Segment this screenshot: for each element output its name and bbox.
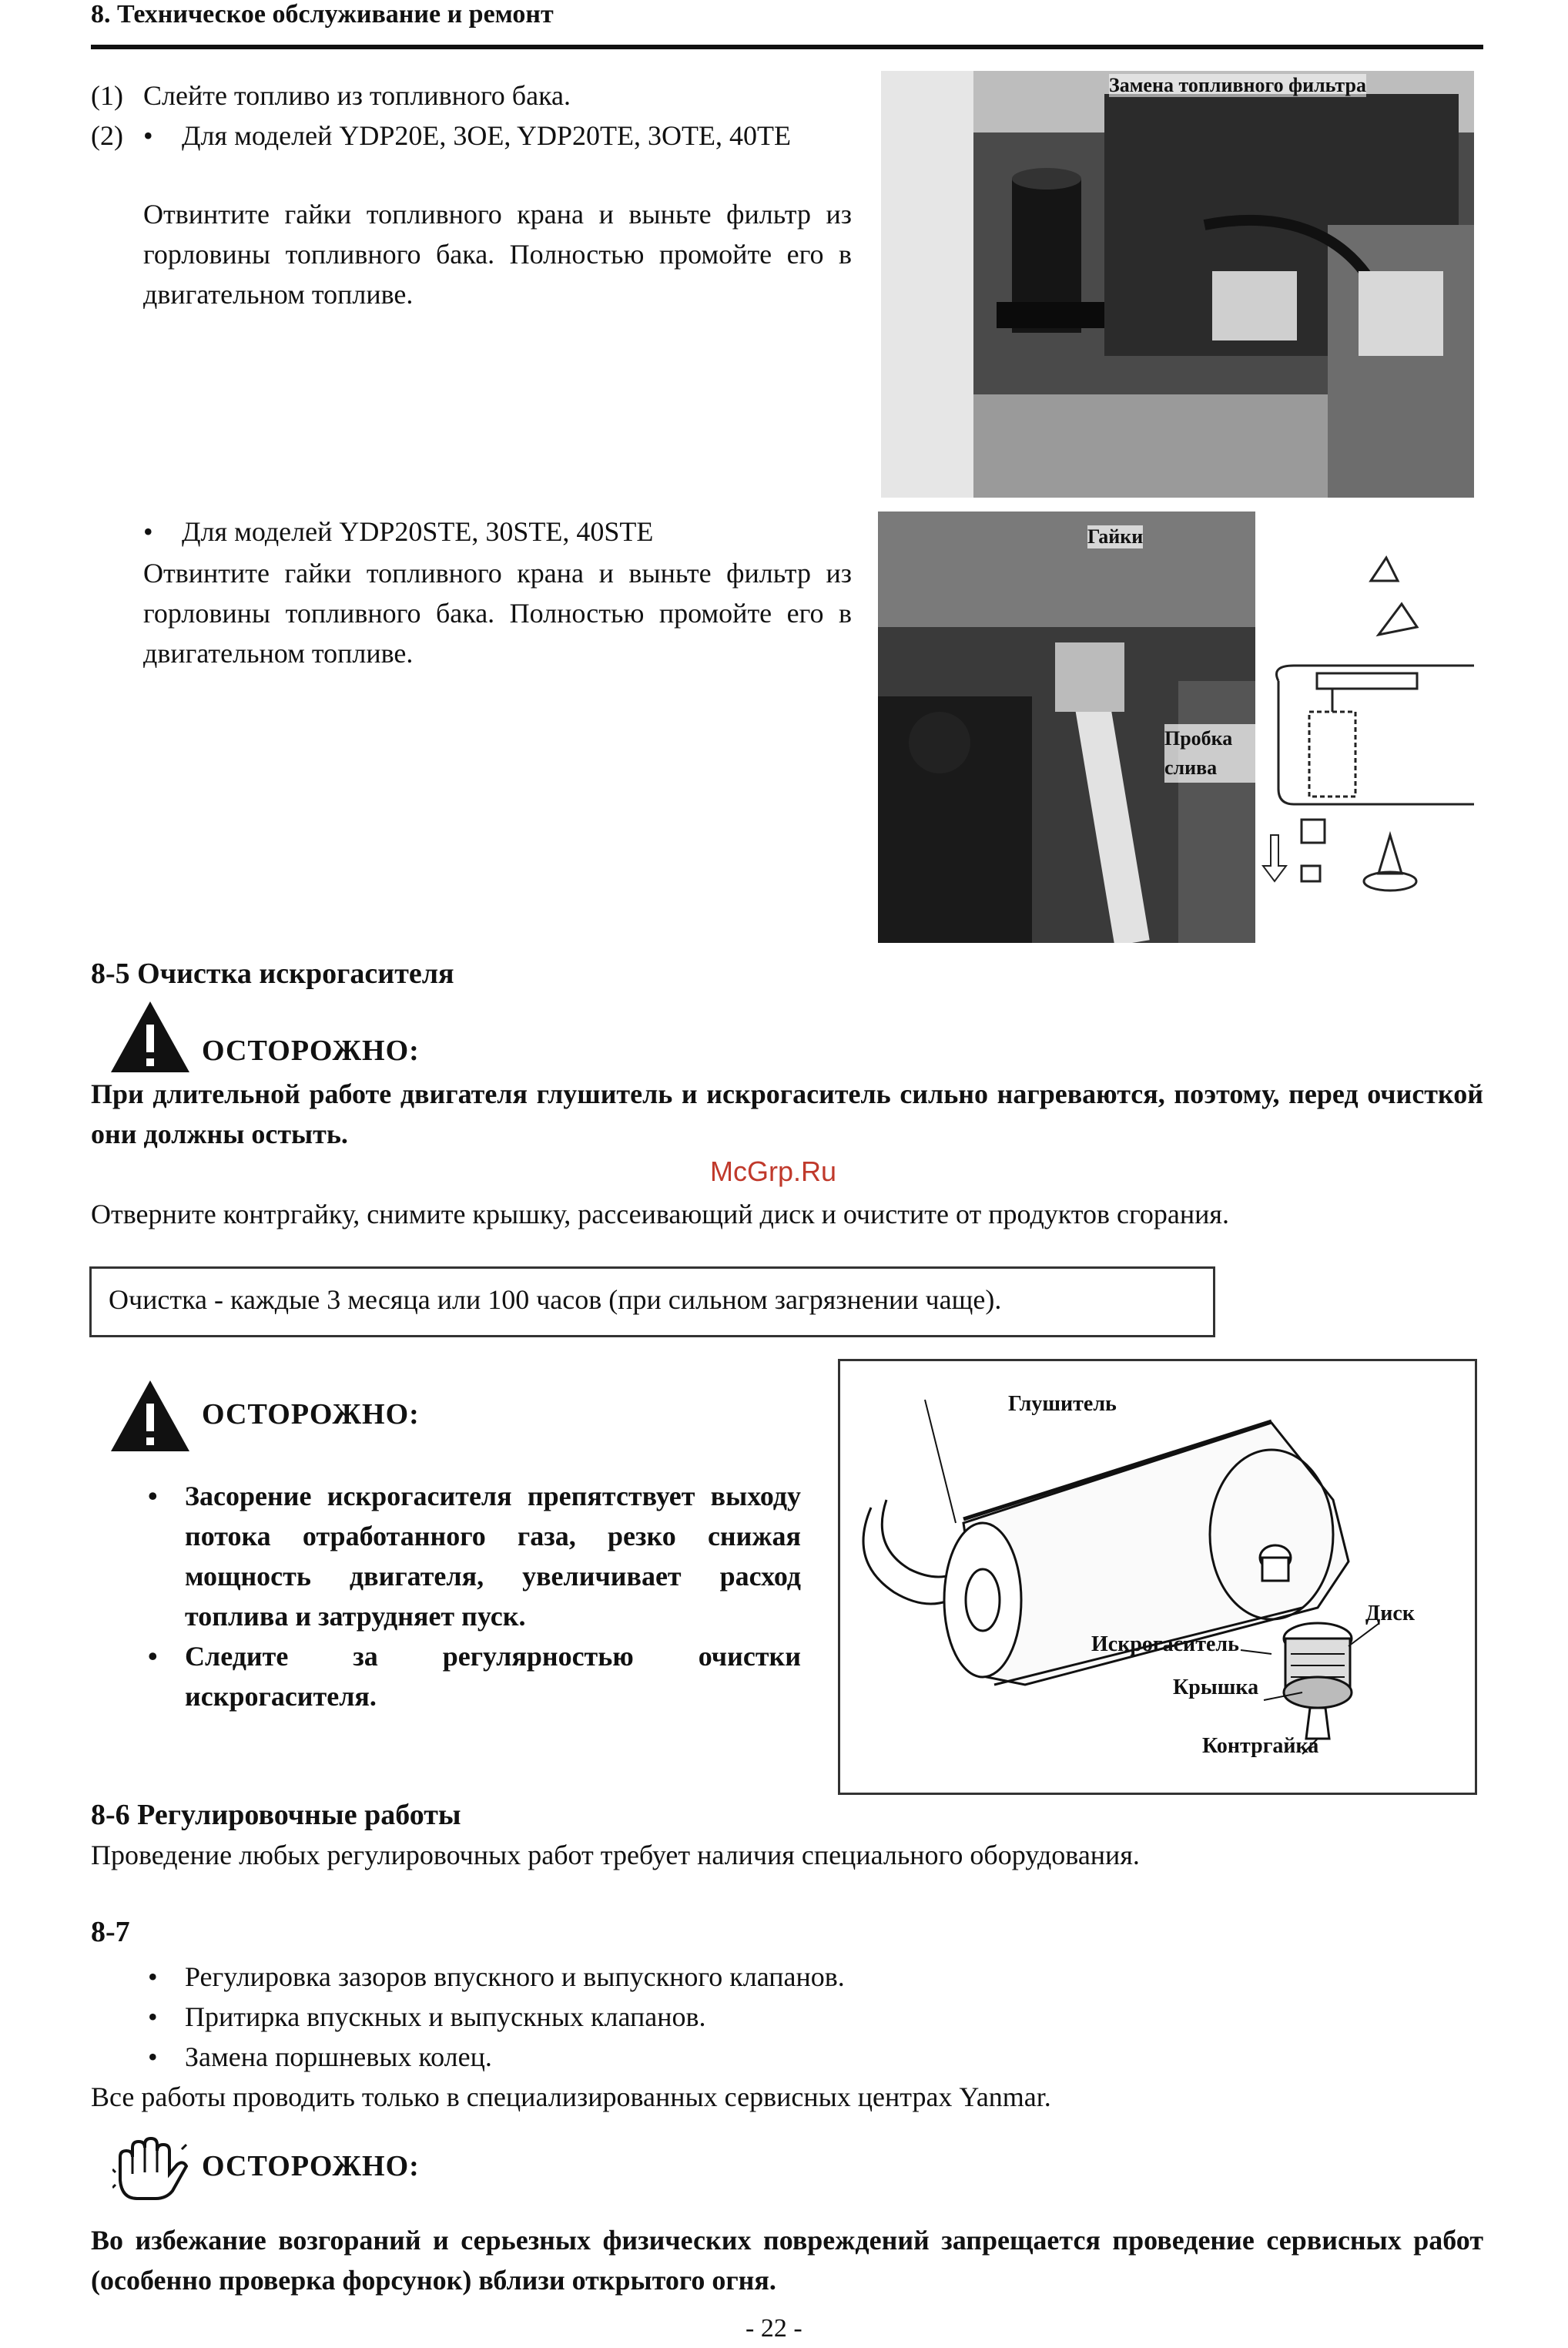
list-item: • Замена поршневых колец. <box>139 2037 1448 2077</box>
page-header-title: 8. Техническое обслуживание и ремонт <box>91 0 554 29</box>
muffler-figure-graphic <box>840 1361 1475 1793</box>
section-8-6-heading: 8-6 Регулировочные работы <box>91 1799 461 1831</box>
photo1-caption: Замена топливного фильтра <box>1109 74 1366 96</box>
photo2-caption-nuts: Гайки <box>1087 525 1144 548</box>
step1-text: Слейте топливо из топливного бака. <box>143 80 571 111</box>
warning-text-1: При длительной работе двигателя глушитель и искрогаситель сильно нагреваются, поэтому, перед очисткой они должны остыть. <box>91 1078 1483 1149</box>
model-a-text: Отвинтите гайки топливного крана и выньте фильтр из горловины топливного бака. Полностью промойте его в двигательном топливе. <box>143 199 852 310</box>
fuel-filter-photo-graphic <box>881 71 1474 498</box>
warning-list-item: • Засорение искрогасителя препятствует выходу потока отработанного газа, резко снижая мощность двигателя, увеличивает расход топлива и затрудняет пуск. <box>139 1476 801 1636</box>
warning-title-1: ОСТОРОЖНО: <box>202 1035 420 1067</box>
warning-text-3: Во избежание возгораний и серьезных физических повреждений запрещается проведение сервисных работ (особенно проверка форсунок) вблизи открытого огня. <box>91 2225 1483 2296</box>
bullet-dot: • <box>143 516 153 547</box>
bullet-dot: • <box>143 120 153 151</box>
cleaning-interval-text: Очистка - каждые 3 месяца или 100 часов (при сильном загрязнении чаще). <box>109 1284 1002 1315</box>
section-8-7-list <box>139 1957 1448 2077</box>
cleaning-instruction: Отверните контргайку, снимите крышку, рассеивающий диск и очистите от продуктов сгорания. <box>91 1199 1229 1229</box>
list-item: • Регулировка зазоров впускного и выпускного клапанов. <box>139 1957 1448 1997</box>
hand-warning-icon <box>112 2134 189 2200</box>
page-number: - 22 - <box>745 2314 802 2343</box>
warning-list-item: • Следите за регулярностью очистки искрогасителя. <box>139 1636 801 1716</box>
fig-label-muffler: Глушитель <box>1008 1392 1117 1416</box>
fig-label-disk: Диск <box>1365 1602 1415 1625</box>
watermark: McGrp.Ru <box>710 1156 837 1187</box>
warning-triangle-icon <box>108 998 193 1075</box>
section-8-7-heading: 8-7 <box>91 1916 130 1948</box>
fig-label-locknut: Контргайка <box>1202 1734 1319 1758</box>
warning-title-2: ОСТОРОЖНО: <box>202 1398 420 1431</box>
warning-title-3: ОСТОРОЖНО: <box>202 2150 420 2182</box>
photo2-caption-plug: Пробка слива <box>1164 724 1257 783</box>
muffler-figure <box>838 1359 1477 1795</box>
warning-list-2 <box>139 1476 801 1716</box>
filter-diagram <box>1255 512 1474 943</box>
cleaning-interval-box <box>89 1266 1215 1337</box>
step1-number: (1) <box>91 80 123 111</box>
fig-label-arrester: Искрогаситель <box>1091 1632 1239 1656</box>
fuel-filter-photo <box>881 71 1474 498</box>
header-rule <box>91 45 1483 49</box>
service-center-note: Все работы проводить только в специализированных сервисных центрах Yanmar. <box>91 2081 1051 2112</box>
warning-triangle-icon <box>108 1377 193 1454</box>
fig-label-cover: Крышка <box>1173 1675 1259 1699</box>
model-b-text: Отвинтите гайки топливного крана и выньте фильтр из горловины топливного бака. Полностью промойте его в двигательном топливе. <box>143 558 852 669</box>
model-a-title: Для моделей YDP20E, 3OE, YDP20TE, 3OTE, 40TE <box>182 120 791 151</box>
step2-number: (2) <box>91 120 123 151</box>
section-8-6-text: Проведение любых регулировочных работ требует наличия специального оборудования. <box>91 1840 1140 1870</box>
model-b-title: Для моделей YDP20STE, 30STE, 40STE <box>182 516 654 547</box>
filter-diagram-graphic <box>1255 512 1474 943</box>
section-8-5-heading: 8-5 Очистка искрогасителя <box>91 958 454 990</box>
list-item: • Притирка впускных и выпускных клапанов. <box>139 1997 1448 2037</box>
